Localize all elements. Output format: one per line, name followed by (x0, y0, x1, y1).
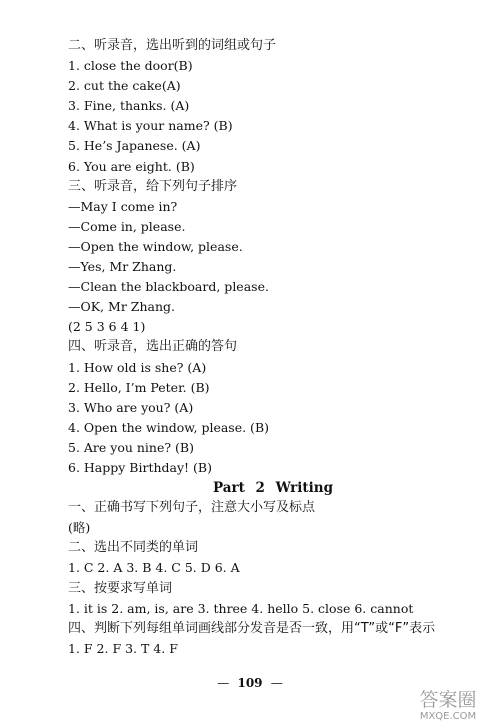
answer-line: —May I come in? (68, 198, 178, 214)
answer-line: —Clean the blackboard, please. (68, 279, 269, 295)
answer-text-block (68, 36, 488, 659)
answer-line: 1. C 2. A 3. B 4. C 5. D 6. A (68, 560, 240, 576)
watermark-sub-text: MXQE.COM (419, 711, 477, 722)
section-heading: 四、听录音，选出正确的答句 (68, 339, 238, 355)
section-heading: 一、正确书写下列句子，注意大小写及标点 (68, 500, 316, 516)
answer-line: 1. close the door(B) (68, 58, 193, 74)
answer-line: 2. Hello, I’m Peter. (B) (68, 379, 210, 395)
answer-line: 4. Open the window, please. (B) (68, 419, 270, 435)
answer-line: (2 5 3 6 4 1) (68, 319, 146, 335)
answer-line: 4. What is your name? (B) (68, 118, 233, 134)
answer-line: 3. Who are you? (A) (68, 399, 194, 415)
section-heading: 四、判断下列每组单词画线部分发音是否一致，用“T”或“F”表示 (68, 620, 436, 636)
footer-dash-left: — (217, 676, 230, 690)
answer-line: 5. He’s Japanese. (A) (68, 138, 201, 154)
answer-line: 3. Fine, thanks. (A) (68, 98, 190, 114)
answer-line: —Come in, please. (68, 218, 186, 234)
answer-line: —Yes, Mr Zhang. (68, 259, 177, 275)
answer-line: 1. F 2. F 3. T 4. F (68, 640, 178, 656)
answer-line: 6. Happy Birthday! (B) (68, 459, 212, 475)
section-heading: 三、听录音，给下列句子排序 (68, 178, 238, 194)
answer-line: 1. How old is she? (A) (68, 359, 207, 375)
watermark-main-text: 答案圈 (419, 689, 477, 711)
answer-line: 5. Are you nine? (B) (68, 439, 194, 455)
part-title: Part 2 Writing (212, 480, 334, 497)
answer-line: (略) (68, 520, 91, 536)
section-heading: 二、选出不同类的单词 (68, 540, 199, 556)
answer-line: —Open the window, please. (68, 238, 243, 254)
answer-line: —OK, Mr Zhang. (68, 299, 175, 315)
section-heading: 二、听录音，选出听到的词组或句子 (68, 38, 277, 53)
footer-dash-right: — (270, 676, 283, 690)
answer-line: 2. cut the cake(A) (68, 78, 181, 94)
answer-line: 1. it is 2. am, is, are 3. three 4. hello 5. close 6. cannot (68, 600, 414, 616)
section-heading: 三、按要求写单词 (68, 580, 173, 596)
answer-line: 6. You are eight. (B) (68, 158, 195, 174)
watermark-logo (404, 684, 492, 722)
page-number: 109 (237, 676, 263, 690)
